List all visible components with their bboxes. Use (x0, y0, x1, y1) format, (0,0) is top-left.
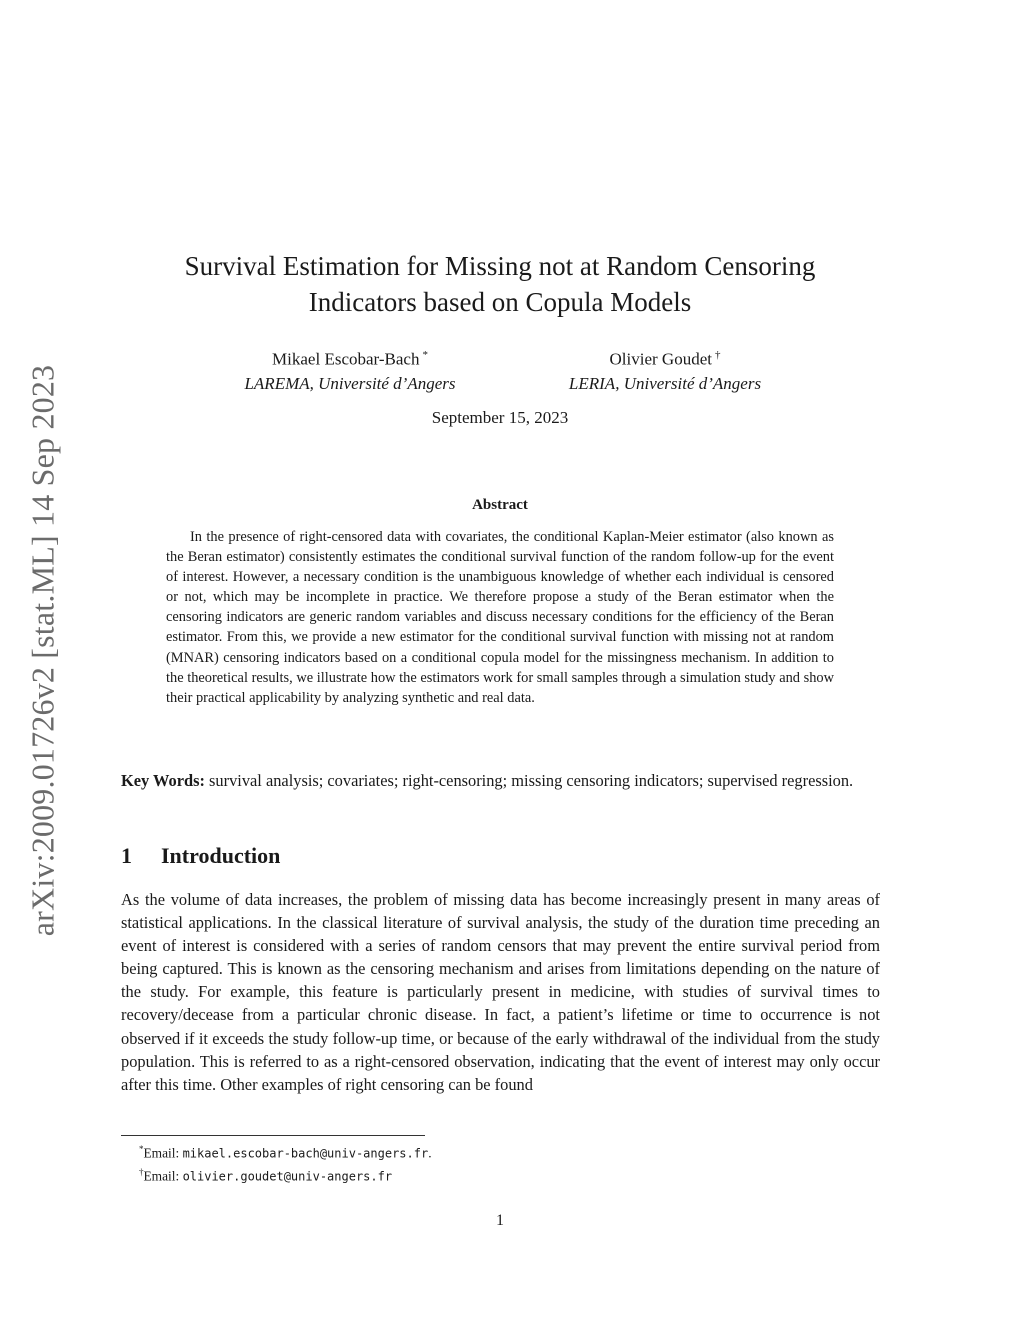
author-block (0, 343, 1024, 393)
abstract-text: In the presence of right-censored data with covariates, the conditional Kaplan-Meier estimator (also known as the Beran estimator) consistently estimates the conditional survival function of the random follow-up for the event of interest. However, a necessary condition is the unambiguous knowledge of whether each individual is censored or not, which may be incomplete in practice. We therefore propose a study of the Beran estimator when the censoring indicators are generic random variables and discuss necessary conditions for the efficiency of the Beran estimator. From this, we provide a new estimator for the conditional survival function with missing not at random (MNAR) censoring indicators based on a conditional copula model for the missingness mechanism. In addition to the theoretical results, we illustrate how the estimators work for small samples through a simulation study and show their practical applicability by analyzing synthetic and real data. (166, 529, 834, 706)
title-line-2: Indicators based on Copula Models (308, 287, 692, 317)
author-2-footnote-mark: † (714, 349, 721, 361)
abstract-heading: Abstract (472, 497, 528, 513)
footnote-1-label: Email: (143, 1145, 180, 1161)
author-1-footnote-mark: * (422, 349, 428, 361)
footnote-rule (121, 1135, 425, 1136)
section-heading (121, 843, 280, 869)
footnote-2-email[interactable]: olivier.goudet@univ-angers.fr (182, 1169, 393, 1184)
footnote-1-email[interactable]: mikael.escobar-bach@univ-angers.fr (182, 1146, 429, 1161)
footnote-1 (139, 1140, 432, 1162)
author-2-name: Olivier Goudet (609, 349, 712, 369)
author-1-name: Mikael Escobar-Bach (272, 349, 420, 369)
keywords-text: survival analysis; covariates; right-censoring; missing censoring indicators; supervised regression. (209, 771, 854, 790)
paper-title (120, 248, 880, 320)
footnote-2-label: Email: (143, 1168, 180, 1184)
keywords-label: Key Words: (121, 771, 205, 790)
footnote-1-mark: * (139, 1144, 144, 1154)
introduction-paragraph: As the volume of data increases, the problem of missing data has become increasingly present in many areas of statistical applications. In the classical literature of survival analysis, the study of the duration time preceding an event of interest is considered with a series of random censors that may prevent the entire survival period from being captured. This is known as the censoring mechanism and arises from limitations depending on the nature of the study. For example, this feature is particularly present in medicine, with studies of survival times to recovery/decease from a particular chronic disease. In fact, a patient’s lifetime or time to occurrence is not observed if it exceeds the study follow-up time, or because of the early withdrawal of the individual from the study population. This is referred to as a right-censored observation, indicating that the event of interest may only occur after this time. Other examples of right censoring can be found (121, 890, 880, 1094)
section-number: 1 (121, 843, 132, 868)
section-title: Introduction (161, 843, 281, 868)
title-line-1: Survival Estimation for Missing not at Random Censoring (184, 251, 816, 281)
author-2-affiliation: LERIA, Université d’Angers (568, 373, 762, 393)
author-1-affiliation: LAREMA, Université d’Angers (244, 373, 456, 393)
author-1 (200, 343, 500, 396)
publication-date: September 15, 2023 (431, 408, 569, 427)
footnote-2-mark: † (139, 1167, 144, 1177)
keywords (121, 769, 880, 792)
author-2 (520, 343, 810, 396)
arxiv-stamp-text: arXiv:2009.01726v2 [stat.ML] 14 Sep 2023 (24, 364, 61, 936)
arxiv-stamp (26, 345, 60, 955)
footnote-2 (139, 1163, 392, 1185)
footnote-1-end: . (428, 1145, 432, 1161)
page-number: 1 (496, 1212, 504, 1229)
